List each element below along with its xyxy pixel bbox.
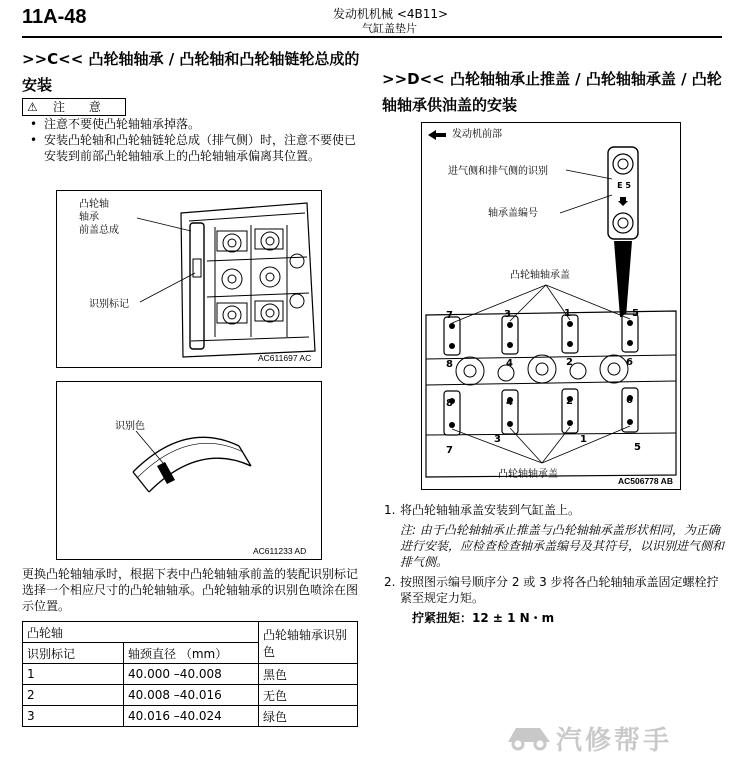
- ident-mark-label: 识别标记: [89, 299, 129, 310]
- caution-item: • 安装凸轮轴和凸轮轴链轮总成（排气侧）时，注意不要使已安装到前部凸轮轴轴承上的凸轮轴轴承偏离其位置。: [30, 132, 360, 164]
- front-arrow-icon: [428, 130, 446, 140]
- cap-number: 4: [506, 358, 513, 369]
- caution-list: [30, 116, 360, 164]
- figure-bearing-caps: [421, 122, 681, 490]
- torque-spec: 拧紧扭矩：12 ± 1 N・m: [412, 611, 555, 625]
- cap-marking: E 5: [617, 181, 631, 190]
- replacement-paragraph: 更换凸轮轴轴承时，根据下表中凸轮轴轴承前盖的装配识别标记选择一个相应尺寸的凸轮轴轴承。凸轮轴轴承的识别色喷涂在图示位置。: [22, 567, 359, 613]
- table-header-diameter: 轴颈直径 （mm）: [124, 643, 259, 664]
- cap-number: 1: [564, 308, 571, 319]
- cap-number: 5: [634, 442, 641, 453]
- ident-color-label: 识别色: [115, 421, 145, 432]
- table-header-mark: 识别标记: [23, 643, 124, 664]
- note-text: 由于凸轮轴轴承止推盖与凸轮轴轴承盖形状相同，为正确进行安装，应检查检查轴承盖编号及其符号，以识别进气侧和排气侧。: [400, 523, 725, 569]
- engine-front-label: 发动机前部: [452, 129, 502, 140]
- cap-number: 5: [632, 308, 639, 319]
- bearing-shell-illustration: [57, 382, 321, 559]
- table-row: [23, 664, 358, 685]
- watermark-logo: [506, 718, 731, 754]
- bearing-caps-label-top: 凸轮轴轴承盖: [510, 270, 570, 281]
- watermark-text: 汽修帮手: [556, 726, 673, 756]
- cap-number-label: 轴承盖编号: [488, 208, 538, 219]
- cap-number: 4: [506, 397, 513, 408]
- header-subtitle: 气缸盖垫片: [362, 22, 417, 35]
- cap-number: 2: [566, 357, 573, 368]
- cap-number: 1: [580, 434, 587, 445]
- procedure-steps: [384, 502, 724, 626]
- table-cell-diameter: 40.016 –40.024: [124, 706, 259, 727]
- step-2-text: 按照图示编号顺序分 2 或 3 步将各凸轮轴轴承盖固定螺栓拧紧至规定力矩。: [400, 575, 719, 605]
- step-number: 2.: [384, 575, 396, 589]
- table-cell-diameter: 40.008 –40.016: [124, 685, 259, 706]
- table-row: [23, 706, 358, 727]
- note-label: 注:: [400, 523, 417, 537]
- header-title: 发动机机械 <4B11>: [333, 7, 449, 21]
- figure-code: AC611697 AC: [258, 353, 312, 363]
- table-header-bearing-color: 凸轮轴轴承识别色: [259, 622, 358, 664]
- cap-number: 8: [446, 359, 453, 370]
- caution-label: 注 意: [53, 100, 111, 114]
- table-cell-color: 无色: [259, 685, 358, 706]
- cap-number: 8: [446, 398, 453, 409]
- figure-front-cap: [56, 190, 322, 368]
- step-1-text: 将凸轮轴轴承盖安装到气缸盖上。: [400, 503, 581, 517]
- table-header-camshaft: 凸轮轴: [23, 622, 259, 643]
- header-divider: [22, 36, 722, 38]
- table-row: [23, 685, 358, 706]
- section-d-heading: >>D<< 凸轮轴轴承止推盖 / 凸轮轴轴承盖 / 凸轮轴轴承供油盖的安装: [382, 70, 722, 114]
- front-cap-label: 凸轮轴 轴承 前盖总成: [79, 199, 119, 236]
- cap-number: 7: [446, 445, 453, 456]
- table-cell-color: 绿色: [259, 706, 358, 727]
- figure-bearing-color: [56, 381, 322, 560]
- section-c-heading: >>C<< 凸轮轴轴承 / 凸轮轴和凸轮轴链轮总成的安装: [22, 50, 360, 94]
- figure-code: AC506778 AB: [618, 476, 673, 486]
- cap-number: 7: [446, 310, 453, 321]
- step-note: [384, 522, 724, 570]
- bearing-caps-label-bottom: 凸轮轴轴承盖: [498, 469, 558, 480]
- warning-triangle-icon: ⚠: [27, 100, 38, 114]
- intake-exhaust-ident-label: 进气侧和排气侧的识别: [448, 166, 548, 177]
- cap-number: 3: [494, 434, 501, 445]
- caution-item: • 注意不要使凸轮轴轴承掉落。: [30, 116, 360, 132]
- caution-box: [22, 98, 126, 116]
- cap-number: 3: [504, 309, 511, 320]
- table-cell-mark: 3: [23, 706, 124, 727]
- table-cell-mark: 1: [23, 664, 124, 685]
- step-number: 1.: [384, 503, 396, 517]
- table-cell-diameter: 40.000 –40.008: [124, 664, 259, 685]
- figure-code: AC611233 AD: [253, 546, 307, 556]
- car-logo-icon: [506, 718, 552, 752]
- cap-number: 2: [566, 396, 573, 407]
- cap-number: 6: [626, 357, 633, 368]
- table-cell-mark: 2: [23, 685, 124, 706]
- cap-number: 6: [626, 395, 633, 406]
- bearing-spec-table: [22, 621, 358, 727]
- page-id: 11A-48: [22, 6, 87, 28]
- table-cell-color: 黑色: [259, 664, 358, 685]
